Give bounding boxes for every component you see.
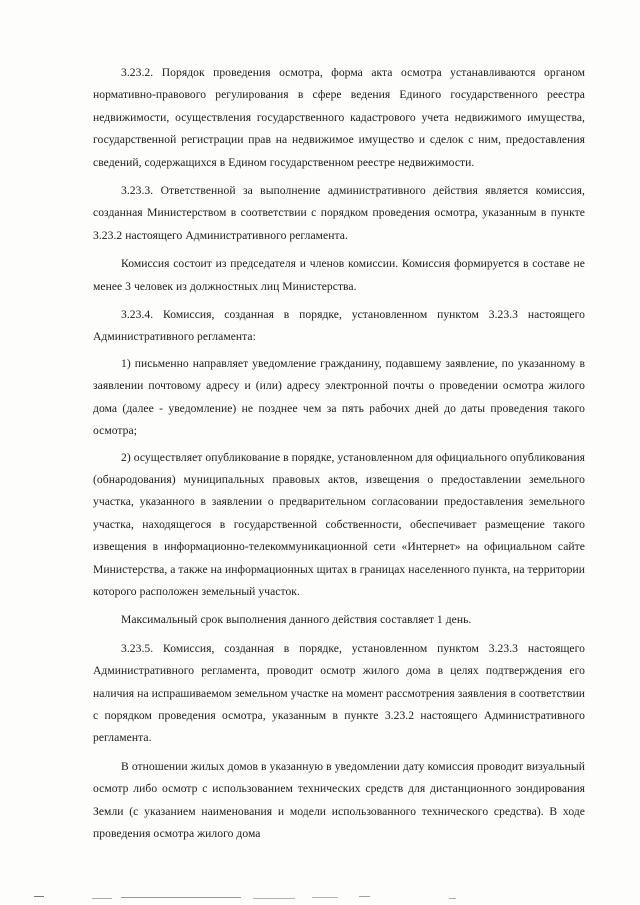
scan-mark <box>359 896 370 897</box>
paragraph-3-23-5: 3.23.5. Комиссия, созданная в порядке, установленном пунктом 3.23.3 настоящего Административного регламента, проводит осмотр жилого дома в целях подтверждения его наличия на испрашиваемом земельном участке на момент рассмотрения заявления в соответствии с порядком проведения осмотра, указанным в пункте 3.23.2 настоящего Административного регламента. <box>93 641 585 745</box>
list-item-1-notification: 1) письменно направляет уведомление гражданину, подавшему заявление, по указанному в заявлении почтовому адресу и (или) адресу электронной почты о проведении осмотра жилого дома (далее - уведомление) не позднее чем за пять рабочих дней до даты проведения такого осмотра; <box>93 356 585 438</box>
paragraph-3-23-4: 3.23.4. Комиссия, созданная в порядке, установленном пунктом 3.23.3 настоящего Административного регламента: <box>93 308 585 344</box>
document-body <box>93 62 585 851</box>
paragraph-max-duration: Максимальный срок выполнения данного действия составляет 1 день. <box>121 613 472 627</box>
scan-mark <box>253 898 295 899</box>
scan-artifacts <box>0 878 640 905</box>
scan-mark <box>449 898 456 899</box>
scan-mark <box>312 897 338 898</box>
paragraph-commission-composition: Комиссия состоит из председателя и членов комиссии. Комиссия формируется в составе не менее 3 человек из должностных лиц Министерства. <box>93 257 585 293</box>
paragraph-3-23-3: 3.23.3. Ответственной за выполнение административного действия является комиссия, созданная Министерством в соответствии с порядком проведения осмотра, указанным в пункте 3.23.2 настоящего Административного регламента. <box>93 184 585 242</box>
list-item-2-publication: 2) осуществляет опубликование в порядке, установленном для официального опубликования (обнародования) муниципальных правовых актов, извещения о предоставлении земельного участка, указанного в заявлении о предварительном согласовании предоставления земельного участка, находящегося в государственной собственности, обеспечивает размещение такого извещения в информационно-телекоммуникационной сети «Интернет» на официальном сайте Министерства, а также на информационных щитах в границах населенного пункта, на территории которого расположен земельный участок. <box>93 450 585 598</box>
paragraph-inspection: В отношении жилых домов в указанную в уведомлении дату комиссия проводит визуальный осмотр либо осмотр с использованием технических средств для дистанционного зондирования Земли (с указанием наименования и модели использованного технического средства). В ходе проведения осмотра жилого дома <box>93 759 585 840</box>
scan-mark <box>34 896 44 897</box>
scan-mark <box>121 897 241 898</box>
scan-mark <box>92 898 112 899</box>
paragraph-3-23-2: 3.23.2. Порядок проведения осмотра, форма акта осмотра устанавливаются органом нормативно-правового регулирования в сфере ведения Единого государственного реестра недвижимости, осуществления государственного кадастрового учета недвижимого имущества, государственной регистрации прав на недвижимое имущество и сделок с ним, предоставления сведений, содержащихся в Едином государственном реестре недвижимости. <box>93 66 585 169</box>
